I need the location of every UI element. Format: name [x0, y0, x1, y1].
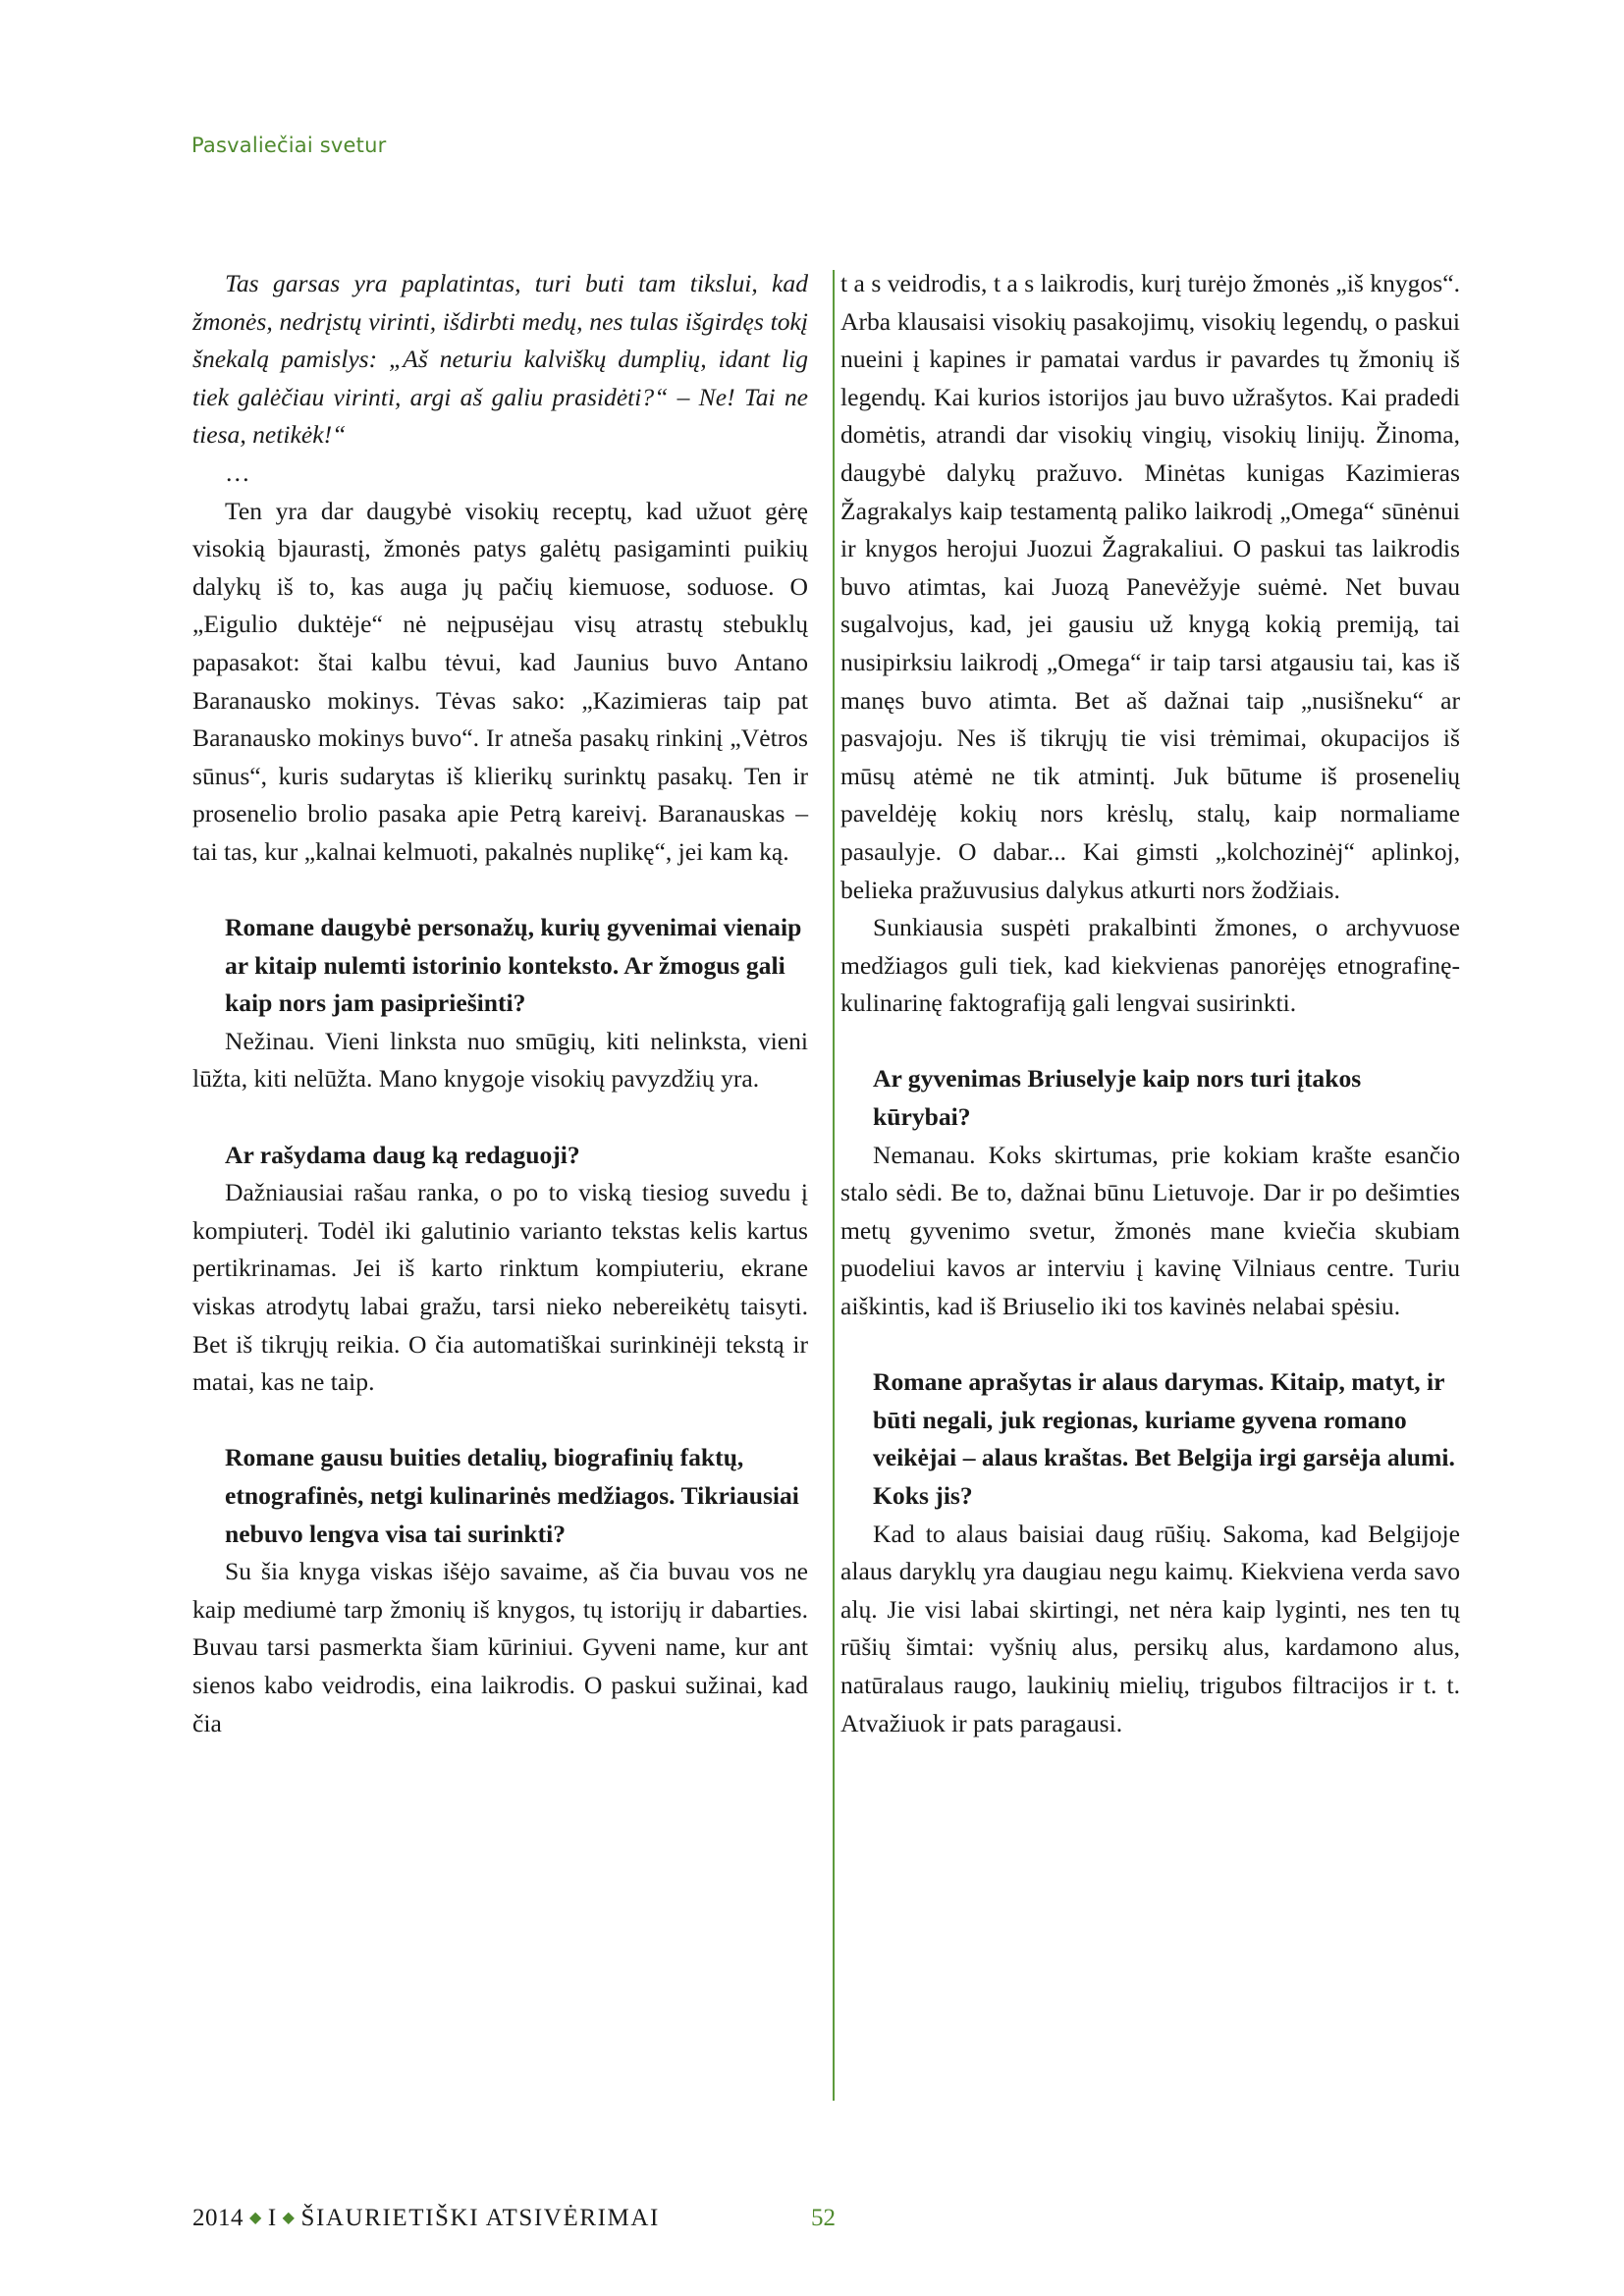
interview-answer: Nežinau. Vieni linksta nuo smūgių, kiti nelinksta, vieni lūžta, kiti nelūžta. Mano knygoje visokių pavyzdžių yra. [192, 1026, 808, 1094]
interview-answer: Dažniausiai rašau ranka, o po to viską tiesiog suvedu į kompiuterį. Todėl iki galutinio varianto tekstas kelis kartus pertikrinamas. Jei iš karto rinktum kompiuteriu, ekrane viskas atrodytų labai gražu, tarsi nieko nebereikėtų taisyti. Bet iš tikrųjų reikia. O čia automatiškai surinkinėji tekstą ir matai, kas ne taip. [192, 1178, 808, 1397]
quoted-passage: Tas garsas yra paplatintas, turi buti tam tikslui, kad žmonės, nedrįstų virinti, išdirbti medų, nes tulas išgirdęs tokį šnekalą pamislys: „Aš neturiu kalviškų dumplių, idant lig tiek galėčiau virinti, argi aš galiu prasidėti?“ – Ne! Tai ne tiesa, netikėk!“ [192, 269, 808, 450]
ellipsis: … [225, 457, 252, 487]
continued-answer: t a s veidrodis, t a s laikrodis, kurį turėjo žmonės „iš knygos“. Arba klausaisi visokių pasakojimų, visokių legendų, o paskui nueini į kapines ir pamatai vardus ir pavardes tų žmonių iš legendų. Kai kurios istorijos jau buvo užrašytos. Kai pradedi domėtis, atrandi dar visokių vingių, visokių linijų. Žinoma, daugybė dalykų pražuvo. Minėtas kunigas Kazimieras Žagrakalys kaip testamentą paliko laikrodį „Omega“ sūnėnui ir knygos herojui Juozui Žagrakaliui. O paskui tas laikrodis buvo atimtas, kai Juozą Panevėžyje suėmė. Net buvau sugalvojus, kad, jei gausiu už knygą kokią premiją, tai nusipirksiu laikrodį „Omega“ ir taip tarsi atgausiu tai, kas iš manęs buvo atimta. Bet aš dažnai taip „nusišneku“ ar pasvajoju. Nes iš tikrųjų tie visi trėmimai, okupacijos iš mūsų atėmė ne tik atmintį. Juk būtume iš prosenelių paveldėję kokių nors krėslų, stalų, kaip normaliame pasaulyje. O dabar... Kai gimsti „kolchozinėj“ aplinkoj, belieka pražuvusius dalykus atkurti nors žodžiais. [840, 269, 1460, 904]
running-header: Pasvaliečiai svetur [191, 133, 387, 157]
spacer [192, 1098, 808, 1137]
interview-answer: Nemanau. Koks skirtumas, prie kokiam krašte esančio stalo sėdi. Be to, dažnai būnu Lietuvoje. Dar ir po dešimties metų gyvenimo svetur, žmonės mane kviečia skubiam puodeliui kavos ar interviu į kavinę Vilniaus centre. Turiu aiškintis, kad iš Briuselio iki tos kavinės nelabai spėsiu. [840, 1140, 1460, 1321]
body-paragraph: Ten yra dar daugybė visokių receptų, kad užuot gėrę visokią bjaurastį, žmonės patys galėtų pasigaminti puikių dalykų iš to, kas auga jų pačių kiemuose, soduose. O „Eigulio duktėje“ nė neįpusėjau visų atrastų stebuklų papasakot: štai kalbu tėvui, kad Jaunius buvo Antano Baranausko mokinys. Tėvas sako: „Kazimieras taip pat Baranausko mokinys buvo“. Ir atneša pasakų rinkinį „Vėtros sūnus“, kuris sudarytas iš klierikų surinktų pasakų. Ten ir prosenelio brolio pasaka apie Petrą kareivį. Baranauskas – tai tas, kur „kalnai kelmuoti, pakalnės nuplikę“, jei kam ką. [192, 496, 808, 866]
body-paragraph: Sunkiausia suspėti prakalbinti žmones, o archyvuose medžiagos guli tiek, kad kiekvienas panorėjęs etnografinę-kulinarinę faktografiją gali lengvai susirinkti. [840, 913, 1460, 1018]
spacer [840, 1326, 1460, 1364]
page-number: 52 [811, 2205, 836, 2231]
page-footer [192, 2205, 660, 2232]
interview-question: Romane daugybė personažų, kurių gyvenimai vienaip ar kitaip nulemti istorinio konteksto. Ar žmogus gali kaip nors jam pasipriešinti? [225, 913, 802, 1018]
interview-question: Romane gausu buities detalių, biografinių faktų, etnografinės, netgi kulinarinės medžiagos. Tikriausiai nebuvo lengva visa tai surinkti? [225, 1443, 799, 1548]
right-column [840, 265, 1460, 1742]
magazine-title: ŠIAURIETIŠKI ATSIVĖRIMAI [300, 2205, 660, 2231]
interview-answer: Kad to alaus baisiai daug rūšių. Sakoma, kad Belgijoje alaus daryklų yra daugiau negu kaimų. Kiekviena verda savo alų. Jie visi labai skirtingi, net nėra kaip lyginti, nes ten tų rūšių šimtai: vyšnių alus, persikų alus, kardamono alus, natūralaus raugo, laukinių mielių, trigubos filtracijos ir t. t. Atvažiuok ir pats paragausi. [840, 1519, 1460, 1737]
interview-question: Ar gyvenimas Briuselyje kaip nors turi įtakos kūrybai? [873, 1064, 1362, 1132]
interview-answer: Su šia knyga viskas išėjo savaime, aš čia buvau vos ne kaip mediumė tarp žmonių iš knygos, tų istorijų ir dabarties. Buvau tarsi pasmerkta šiam kūriniui. Gyveni name, kur ant sienos kabo veidrodis, eina laikrodis. O paskui sužinai, kad čia [192, 1557, 808, 1737]
spacer [840, 1023, 1460, 1061]
interview-question: Ar rašydama daug ką redaguoji? [225, 1140, 580, 1169]
spacer [192, 1402, 808, 1440]
footer-issue: I [267, 2205, 277, 2231]
column-divider [833, 270, 835, 2101]
left-column [192, 265, 808, 1742]
footer-year: 2014 [192, 2205, 244, 2231]
diamond-icon: ◆ [249, 2210, 262, 2226]
interview-question: Romane aprašytas ir alaus darymas. Kitaip, matyt, ir būti negali, juk regionas, kuriame gyvena romano veikėjai – alaus kraštas. Bet Belgija irgi garsėja alumi. Koks jis? [873, 1367, 1455, 1510]
diamond-icon: ◆ [282, 2210, 296, 2226]
spacer [192, 872, 808, 910]
